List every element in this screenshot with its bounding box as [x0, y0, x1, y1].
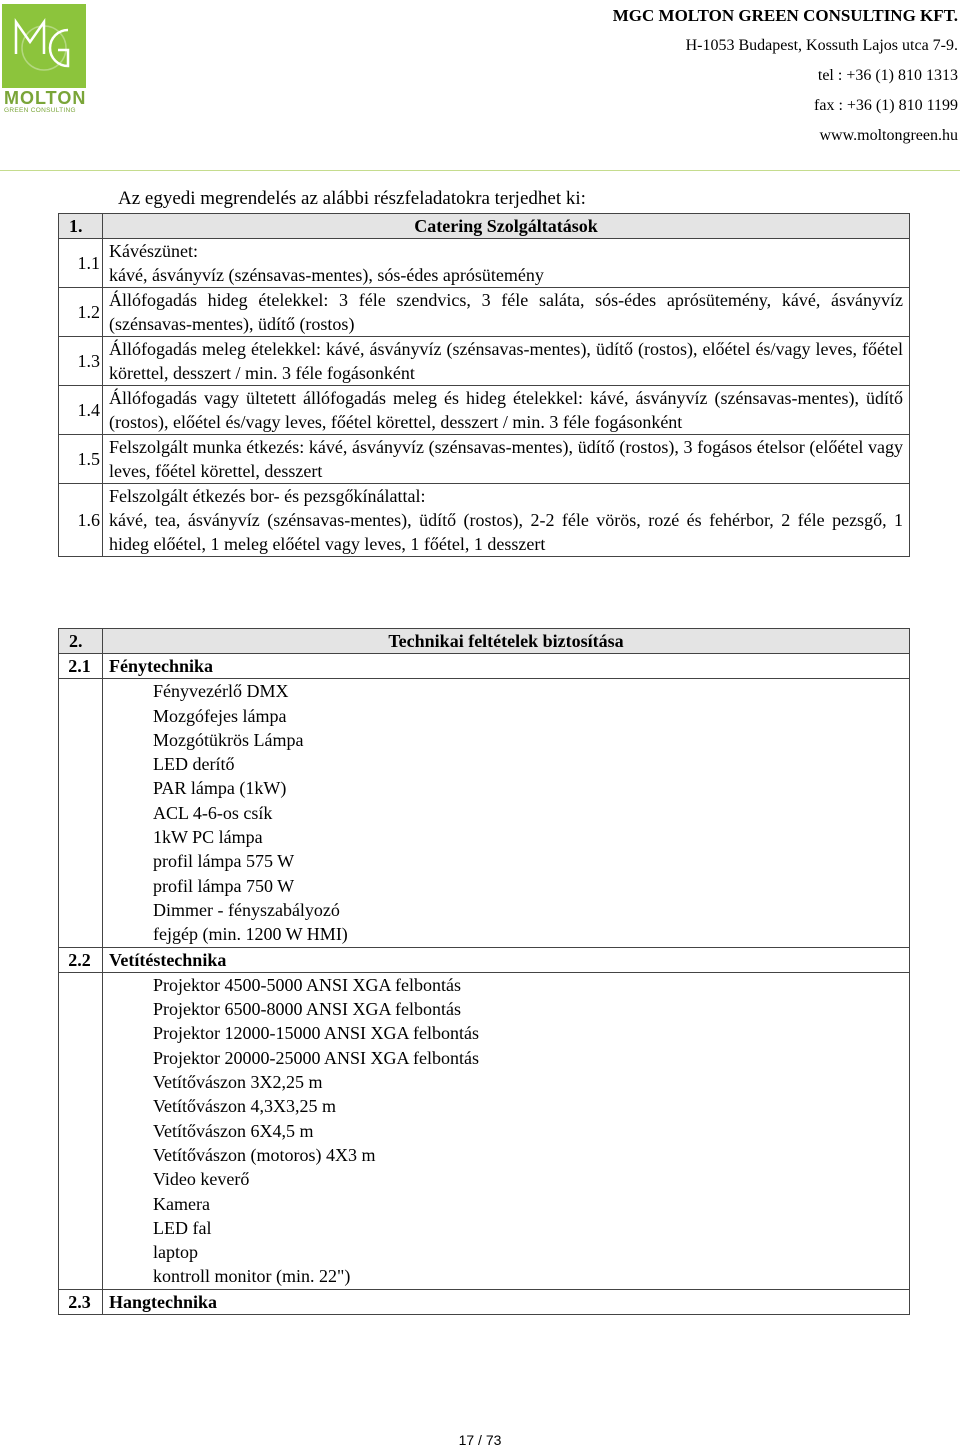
catering-row-number: 1.3 — [59, 337, 103, 386]
technical-item-spacer — [59, 825, 103, 849]
technical-item-spacer — [59, 1046, 103, 1070]
technical-item: fejgép (min. 1200 W HMI) — [103, 922, 910, 947]
technical-item: kontroll monitor (min. 22") — [103, 1264, 910, 1289]
technical-item-spacer — [59, 728, 103, 752]
catering-row-number: 1.4 — [59, 386, 103, 435]
technical-item-spacer — [59, 997, 103, 1021]
company-address: H-1053 Budapest, Kossuth Lajos utca 7-9. — [685, 37, 958, 54]
technical-item-row — [59, 922, 910, 947]
catering-row — [59, 288, 910, 337]
technical-item-row — [59, 1240, 910, 1264]
technical-item-row — [59, 898, 910, 922]
technical-section-title: Fénytechnika — [103, 654, 910, 679]
technical-item: profil lámpa 575 W — [103, 849, 910, 873]
company-name: MGC MOLTON GREEN CONSULTING KFT. — [612, 6, 958, 25]
technical-item-spacer — [59, 1070, 103, 1094]
technical-item-row — [59, 1046, 910, 1070]
technical-number: 2. — [59, 629, 103, 654]
technical-table — [58, 628, 910, 1315]
catering-title: Catering Szolgáltatások — [103, 214, 910, 239]
technical-item-row — [59, 752, 910, 776]
technical-item-row — [59, 1094, 910, 1118]
technical-section-row — [59, 654, 910, 679]
technical-item-spacer — [59, 776, 103, 800]
technical-item-spacer — [59, 752, 103, 776]
technical-item: Dimmer - fényszabályozó — [103, 898, 910, 922]
technical-item-spacer — [59, 849, 103, 873]
technical-item-row — [59, 1167, 910, 1191]
technical-item: PAR lámpa (1kW) — [103, 776, 910, 800]
company-fax: fax : +36 (1) 810 1199 — [814, 97, 958, 114]
catering-row-line: Állófogadás meleg ételekkel: kávé, ásványvíz (szénsavas-mentes), üdítő (rostos), előétel és/vagy leves, főétel körettel, desszert / min. 3 féle fogásonként — [109, 339, 903, 383]
logo-mark — [2, 4, 86, 88]
technical-item-spacer — [59, 874, 103, 898]
technical-item-row — [59, 679, 910, 704]
catering-row-description — [103, 337, 910, 386]
catering-row-description — [103, 386, 910, 435]
intro-text: Az egyedi megrendelés az alábbi részfeladatokra terjedhet ki: — [118, 188, 586, 209]
technical-header-row — [59, 629, 910, 654]
technical-item: Vetítővászon (motoros) 4X3 m — [103, 1143, 910, 1167]
catering-row-number: 1.6 — [59, 484, 103, 557]
technical-item: Mozgótükrös Lámpa — [103, 728, 910, 752]
catering-row-line: kávé, ásványvíz (szénsavas-mentes), sós-édes aprósütemény — [109, 265, 544, 285]
technical-item: Vetítővászon 6X4,5 m — [103, 1119, 910, 1143]
catering-row-line: kávé, tea, ásványvíz (szénsavas-mentes), üdítő (rostos), 2-2 féle vörös, rozé és fehérbor, 2 féle pezsgő, 1 hideg előétel, 1 meleg előétel vagy leves, 1 főétel, 1 desszert — [109, 510, 903, 554]
technical-item: Fényvezérlő DMX — [103, 679, 910, 704]
logo-monogram-icon — [2, 4, 86, 88]
technical-section-row — [59, 1289, 910, 1314]
catering-row-description — [103, 484, 910, 557]
catering-row — [59, 484, 910, 557]
technical-item-spacer — [59, 679, 103, 704]
technical-item-row — [59, 776, 910, 800]
technical-section-title: Vetítéstechnika — [103, 947, 910, 972]
catering-row — [59, 239, 910, 288]
technical-item-row — [59, 1216, 910, 1240]
technical-item: Projektor 20000-25000 ANSI XGA felbontás — [103, 1046, 910, 1070]
logo-name: MOLTON — [4, 88, 87, 108]
technical-item-row — [59, 1143, 910, 1167]
technical-item: Video keverő — [103, 1167, 910, 1191]
technical-item: Kamera — [103, 1192, 910, 1216]
technical-item-row — [59, 1119, 910, 1143]
technical-item-row — [59, 849, 910, 873]
technical-item-spacer — [59, 1021, 103, 1045]
header-divider — [0, 170, 960, 171]
technical-item-row — [59, 972, 910, 997]
catering-row-description — [103, 239, 910, 288]
technical-item-spacer — [59, 1192, 103, 1216]
catering-row-line: Állófogadás vagy ültetett állófogadás meleg és hideg ételekkel: kávé, ásványvíz (szénsavas-mentes), üdítő (rostos), előétel és/vagy leves, főétel körettel, desszert / min. 3 féle fogásonként — [109, 388, 903, 432]
technical-item-row — [59, 1264, 910, 1289]
technical-item-row — [59, 728, 910, 752]
technical-item-row — [59, 997, 910, 1021]
technical-title: Technikai feltételek biztosítása — [103, 629, 910, 654]
technical-item-row — [59, 1070, 910, 1094]
catering-row-number: 1.2 — [59, 288, 103, 337]
technical-item: Projektor 12000-15000 ANSI XGA felbontás — [103, 1021, 910, 1045]
technical-item: Vetítővászon 4,3X3,25 m — [103, 1094, 910, 1118]
technical-item-spacer — [59, 801, 103, 825]
catering-row-line: Állófogadás hideg ételekkel: 3 féle szendvics, 3 féle saláta, sós-édes aprósütemény, kávé, ásványvíz (szénsavas-mentes), üdítő (rostos) — [109, 290, 903, 334]
technical-item-row — [59, 1021, 910, 1045]
technical-item-spacer — [59, 972, 103, 997]
technical-section-number: 2.3 — [59, 1289, 103, 1314]
technical-item: Vetítővászon 3X2,25 m — [103, 1070, 910, 1094]
catering-row-description — [103, 435, 910, 484]
technical-item-spacer — [59, 704, 103, 728]
technical-item: LED derítő — [103, 752, 910, 776]
catering-row-number: 1.5 — [59, 435, 103, 484]
technical-item-spacer — [59, 1264, 103, 1289]
technical-item: Mozgófejes lámpa — [103, 704, 910, 728]
company-logo — [2, 4, 88, 116]
technical-item: 1kW PC lámpa — [103, 825, 910, 849]
catering-row — [59, 435, 910, 484]
technical-item: profil lámpa 750 W — [103, 874, 910, 898]
technical-item-row — [59, 801, 910, 825]
catering-row-line: Felszolgált munka étkezés: kávé, ásványvíz (szénsavas-mentes), üdítő (rostos), 3 fogásos ételsor (előétel vagy leves, főétel körettel, desszert — [109, 437, 903, 481]
catering-row — [59, 386, 910, 435]
catering-row-description — [103, 288, 910, 337]
technical-item-spacer — [59, 1143, 103, 1167]
catering-row — [59, 337, 910, 386]
technical-item-row — [59, 704, 910, 728]
technical-item-row — [59, 874, 910, 898]
technical-item: Projektor 4500-5000 ANSI XGA felbontás — [103, 972, 910, 997]
technical-item-spacer — [59, 1167, 103, 1191]
company-tel: tel : +36 (1) 810 1313 — [817, 67, 958, 84]
technical-section-number: 2.2 — [59, 947, 103, 972]
catering-row-line: Felszolgált étkezés bor- és pezsgőkínálattal: — [109, 486, 426, 506]
technical-section-row — [59, 947, 910, 972]
catering-header-row — [59, 214, 910, 239]
company-info — [613, 6, 958, 146]
catering-table — [58, 213, 910, 557]
technical-item-spacer — [59, 1119, 103, 1143]
technical-item: Projektor 6500-8000 ANSI XGA felbontás — [103, 997, 910, 1021]
technical-item-row — [59, 1192, 910, 1216]
page-number: 17 / 73 — [458, 1432, 502, 1448]
catering-number: 1. — [59, 214, 103, 239]
technical-item: ACL 4-6-os csík — [103, 801, 910, 825]
technical-item-spacer — [59, 898, 103, 922]
technical-section-title: Hangtechnika — [103, 1289, 910, 1314]
logo-subtitle: GREEN CONSULTING — [4, 107, 76, 114]
technical-item: laptop — [103, 1240, 910, 1264]
catering-row-number: 1.1 — [59, 239, 103, 288]
catering-row-line: Kávészünet: — [109, 241, 198, 261]
technical-item-row — [59, 825, 910, 849]
technical-item-spacer — [59, 1216, 103, 1240]
technical-item: LED fal — [103, 1216, 910, 1240]
technical-section-number: 2.1 — [59, 654, 103, 679]
technical-item-spacer — [59, 1094, 103, 1118]
company-website[interactable]: www.moltongreen.hu — [819, 127, 958, 144]
technical-item-spacer — [59, 922, 103, 947]
technical-item-spacer — [59, 1240, 103, 1264]
